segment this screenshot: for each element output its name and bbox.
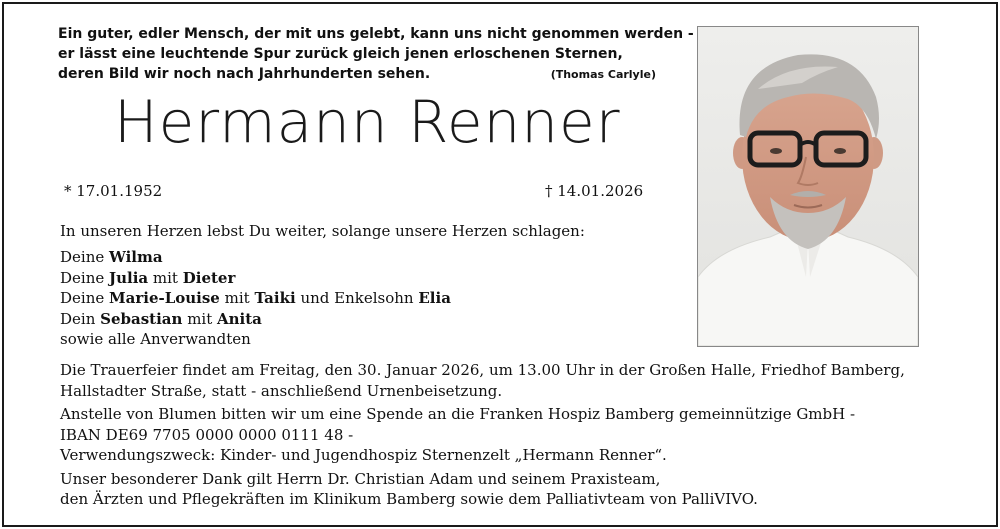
text: und Enkelsohn (295, 289, 419, 307)
portrait-photo (697, 26, 919, 347)
family-line: sowie alle Anverwandten (60, 330, 251, 348)
funeral-line: Hallstadter Straße, statt - anschließend Urnenbeisetzung. (60, 381, 503, 400)
text: mit (182, 309, 218, 328)
text: mit (148, 268, 183, 287)
birth-date: * 17.01.1952 (64, 182, 163, 200)
quote-line: deren Bild wir noch nach Jahrhunderten sehen. (58, 66, 431, 82)
family-list (60, 247, 451, 350)
family-line (60, 288, 451, 309)
death-date: † 14.01.2026 (545, 182, 644, 200)
quote-author: (Thomas Carlyle) (550, 68, 656, 81)
deceased-name: Hermann Renner (114, 88, 621, 156)
donation-line: Verwendungszweck: Kinder- und Jugendhospiz Sternenzelt „Hermann Renner“. (60, 446, 667, 464)
notice-body (60, 360, 905, 510)
family-line (60, 268, 451, 289)
donation-line: IBAN DE69 7705 0000 0000 0111 48 - (60, 425, 354, 444)
text: Dein (60, 309, 101, 328)
family-member-name: Taiki (254, 289, 296, 307)
family-member-name: Elia (418, 289, 451, 307)
intro-text: In unseren Herzen lebst Du weiter, solange unsere Herzen schlagen: (60, 222, 585, 240)
donation-line: Anstelle von Blumen bitten wir um eine Spende an die Franken Hospiz Bamberg gemeinnützige GmbH - (60, 405, 856, 423)
family-line (60, 247, 451, 268)
family-line (60, 309, 451, 330)
quote-line: Ein guter, edler Mensch, der mit uns gelebt, kann uns nicht genommen werden - (58, 26, 694, 42)
thanks-line: Unser besonderer Dank gilt Herrn Dr. Christian Adam und seinem Praxisteam, (60, 469, 661, 488)
family-member-name: Anita (217, 309, 262, 328)
family-member-name: Dieter (182, 268, 236, 287)
text: Deine (60, 289, 110, 307)
family-member-name: Sebastian (100, 309, 183, 328)
quote-line: er lässt eine leuchtende Spur zurück gleich jenen erloschenen Sternen, (58, 46, 623, 62)
funeral-line: Die Trauerfeier findet am Freitag, den 30. Januar 2026, um 13.00 Uhr in der Großen Halle, Friedhof Bamberg, (60, 361, 905, 379)
thanks-line: den Ärzten und Pflegekräften im Klinikum Bamberg sowie dem Palliativteam von PalliVIVO. (60, 490, 758, 508)
family-member-name: Wilma (109, 248, 163, 266)
text: Deine (60, 268, 110, 287)
text: mit (219, 289, 255, 307)
obituary-notice (2, 2, 998, 527)
text: Deine (60, 248, 110, 266)
family-member-name: Julia (109, 268, 149, 287)
family-member-name: Marie-Louise (109, 289, 220, 307)
